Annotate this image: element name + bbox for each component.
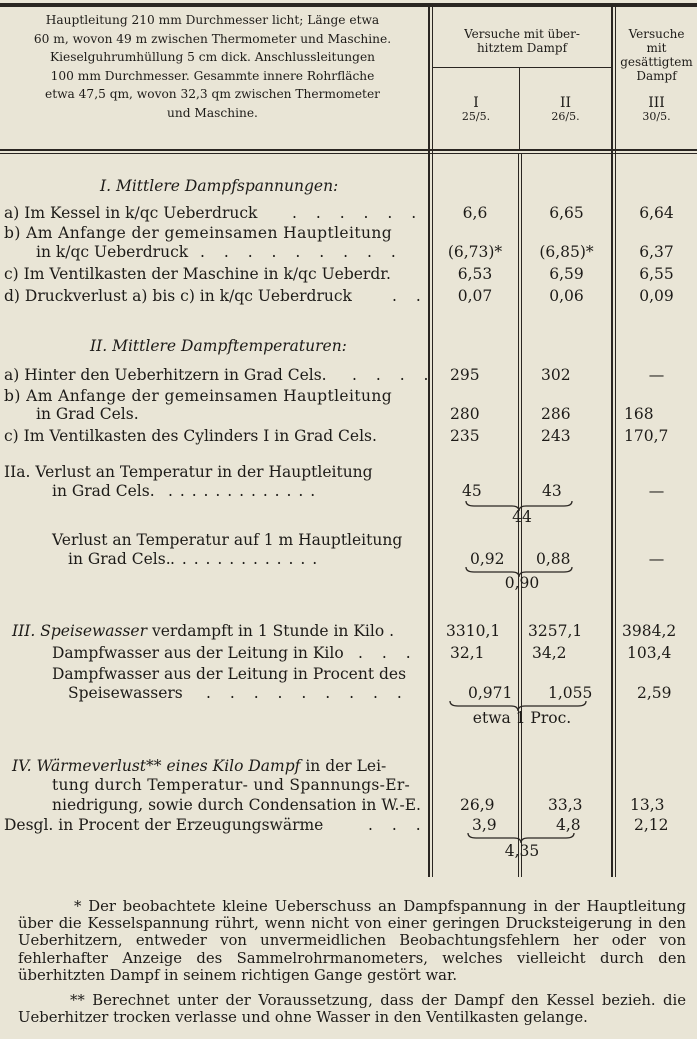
- row-dots: . . .: [358, 644, 418, 662]
- value-col3: —: [648, 366, 665, 384]
- value-col3: 0,09: [639, 287, 674, 305]
- row-dots: . . . .: [352, 366, 436, 384]
- value-col2: 33,3: [548, 796, 583, 814]
- row-label-rest: verdampft in 1 Stunde in Kilo .: [147, 622, 395, 640]
- header-description: [10, 11, 415, 123]
- col2-date: 26/5.: [551, 110, 580, 123]
- value-col1: 280: [450, 405, 480, 423]
- value-col1: 3310,1: [446, 622, 501, 640]
- value-col3: 6,37: [639, 243, 674, 261]
- row-label-italic: III. Speisewasser: [12, 622, 148, 640]
- value-col1: 295: [450, 366, 480, 384]
- row-label: c) Im Ventilkasten des Cylinders I in Grad Cels.: [4, 427, 377, 445]
- value-col3: —: [648, 482, 665, 500]
- group-line: hitztem Dampf: [476, 41, 568, 55]
- header-line: Hauptleitung 210 mm Durchmesser licht; Länge etwa: [45, 13, 380, 27]
- row-label-italic: IV. Wärmeverlust** eines Kilo Dampf: [12, 757, 301, 775]
- row-label: d) Druckverlust a) bis c) in k/qc Ueberdruck: [4, 287, 352, 305]
- value-col1: 0,971: [468, 684, 513, 702]
- row-label: b) Am Anfange der gemeinsamen Hauptleitung: [4, 387, 393, 405]
- group-line: mit: [646, 41, 667, 55]
- section-title-2: II. Mittlere Dampftemperaturen:: [90, 337, 347, 355]
- row-label: in k/qc Ueberdruck: [36, 243, 189, 261]
- row-label-rest: in der Lei-: [300, 757, 387, 775]
- row-dots: . .: [392, 287, 428, 305]
- section-title-1: I. Mittlere Dampfspannungen:: [100, 177, 339, 195]
- value-col2: 0,06: [549, 287, 584, 305]
- value-col3: 2,59: [637, 684, 672, 702]
- header-group-rule: [433, 67, 611, 68]
- row-label: in Grad Cels.: [68, 550, 171, 568]
- footnote-1: * Der beobachtete kleine Ueberschuss an Dampfspannung in der Hauptleitung über die Kesselspannung rührt, wenn nicht von einer geringen Drucksteigerung in den Ueberhitzern, entweder von unvermeidlichen Beobachtungsfehlern her oder von fehlerhafter Anzeige des Sammelrohrmanometers, welches vielleicht durch den überhitzten Dampf in seinem richtigen Gange gestört war.: [18, 898, 686, 984]
- header-line: 60 m, wovon 49 m zwischen Thermometer und Maschine.: [33, 31, 392, 46]
- group-line: gesättigtem: [620, 55, 693, 69]
- value-col3: 170,7: [624, 427, 669, 445]
- col3-date: 30/5.: [642, 110, 671, 123]
- col3-header: [616, 96, 697, 124]
- header-line: Kieselguhrumhüllung 5 cm dick. Anschlussleitungen: [49, 50, 376, 65]
- top-rule: [0, 3, 697, 7]
- row-dots: . . . . . . . . . . . . .: [170, 550, 319, 568]
- header-line: und Maschine.: [167, 105, 258, 120]
- vline-right-a: [611, 7, 613, 877]
- group-line: Dampf: [636, 69, 677, 83]
- row-label: in Grad Cels.: [52, 482, 155, 500]
- row-dots: . . . . . . . . .: [200, 243, 403, 261]
- value-col2: 243: [541, 427, 571, 445]
- value-col1: 0,07: [457, 287, 493, 305]
- row-label: Speisewassers: [68, 684, 183, 702]
- row-label: [12, 757, 386, 775]
- value-col2: 0,88: [536, 550, 571, 568]
- vline-left-b: [432, 7, 433, 877]
- value-col2: 6,59: [549, 265, 584, 283]
- row-label: b) Am Anfange der gemeinsamen Hauptleitung: [4, 224, 393, 242]
- col3-roman: III: [648, 95, 665, 111]
- value-col2: 1,055: [548, 684, 593, 702]
- value-col1: 235: [450, 427, 480, 445]
- value-col1: 45: [462, 482, 482, 500]
- row-label: a) Im Kessel in k/qc Ueberdruck: [4, 204, 258, 222]
- combined-value: 4,35: [504, 842, 540, 860]
- value-col3: 168: [624, 405, 654, 423]
- value-col2: 3257,1: [528, 622, 583, 640]
- value-col1: 6,53: [457, 265, 493, 283]
- group-line: Versuche mit über-: [464, 27, 580, 41]
- combined-value: 44: [512, 508, 532, 526]
- value-col3: 13,3: [630, 796, 665, 814]
- footnote-2: ** Berechnet unter der Voraussetzung, dass der Dampf den Kessel bezieh. die Ueberhitzer trocken verlasse und ohne Wasser in den Ventilkasten gelange.: [18, 992, 686, 1027]
- row-dots: . . . . . . . . . . . . .: [168, 482, 317, 500]
- header-line: 100 mm Durchmesser. Gesammte innere Rohrfläche: [50, 68, 375, 83]
- value-col3: 6,64: [639, 204, 674, 222]
- row-label: IIa. Verlust an Temperatur in der Hauptleitung: [4, 463, 373, 481]
- value-col3: 103,4: [627, 644, 672, 662]
- col2-roman: II: [559, 95, 572, 111]
- col2-header: [520, 96, 611, 124]
- row-dots: . . .: [368, 816, 428, 834]
- row-label: Desgl. in Procent der Erzeugungswärme: [4, 816, 324, 834]
- combined-value: 0,90: [504, 574, 540, 592]
- value-col3: —: [648, 550, 665, 568]
- row-label: Verlust an Temperatur auf 1 m Hauptleitung: [52, 531, 403, 549]
- col1-header: [433, 96, 519, 124]
- value-col1: 26,9: [460, 796, 495, 814]
- row-label: Dampfwasser aus der Leitung in Procent des: [52, 665, 407, 683]
- value-col2: 302: [541, 366, 571, 384]
- row-dots: . . . . . .: [292, 204, 424, 222]
- vline-left-a: [428, 7, 430, 877]
- row-label: niedrigung, sowie durch Condensation in W.-E.: [52, 796, 421, 814]
- row-label: c) Im Ventilkasten der Maschine in k/qc Ueberdr.: [4, 265, 391, 283]
- value-col2: 34,2: [532, 644, 567, 662]
- row-label: [12, 622, 394, 640]
- value-col2: 6,65: [549, 204, 584, 222]
- vline-right-b: [615, 7, 616, 877]
- value-col3: 3984,2: [622, 622, 677, 640]
- group-superheated: [433, 27, 611, 55]
- col1-roman: I: [473, 95, 479, 111]
- value-col2: 286: [541, 405, 571, 423]
- row-label: Dampfwasser aus der Leitung in Kilo: [52, 644, 344, 662]
- row-label: tung durch Temperatur- und Spannungs-Er-: [52, 776, 411, 794]
- value-col3: 2,12: [634, 816, 669, 834]
- group-saturated: [616, 27, 697, 83]
- header-line: etwa 47,5 qm, wovon 32,3 qm zwischen Thermometer: [45, 87, 380, 102]
- value-col3: 6,55: [639, 265, 674, 283]
- value-col1: 3,9: [472, 816, 497, 834]
- col1-date: 25/5.: [461, 110, 491, 123]
- row-label: a) Hinter den Ueberhitzern in Grad Cels.: [4, 366, 327, 384]
- value-col1: 0,92: [470, 550, 505, 568]
- value-col2: 4,8: [556, 816, 581, 834]
- row-dots: . . . . . . . . .: [206, 684, 409, 702]
- value-col1: 6,6: [462, 204, 488, 222]
- header-bottom-rule-2: [0, 153, 697, 154]
- group-line: Versuche: [628, 27, 685, 41]
- value-col2: 43: [542, 482, 562, 500]
- value-col2: (6,85)*: [539, 243, 594, 261]
- header-bottom-rule-1: [0, 149, 697, 151]
- value-col1: (6,73)*: [447, 243, 503, 261]
- row-label: in Grad Cels.: [36, 405, 139, 423]
- value-col1: 32,1: [450, 644, 485, 662]
- combined-value: etwa 1 Proc.: [472, 709, 572, 727]
